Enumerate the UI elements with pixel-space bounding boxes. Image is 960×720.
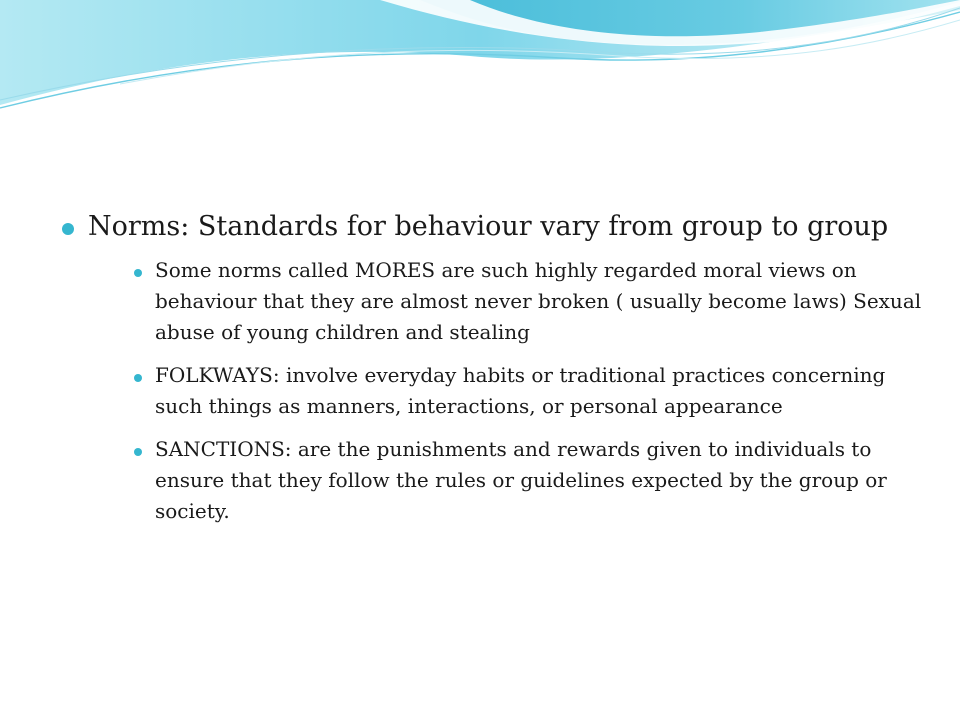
- sub-bullet-sanctions: [128, 434, 925, 527]
- slide-content: [62, 208, 922, 539]
- header-wave-decoration: [0, 0, 960, 110]
- sub-bullet-folkways: [128, 360, 925, 422]
- sub-bullet-text: SANCTIONS: are the punishments and rewards given to individuals to ensure that they follow the rules or guidelines expected by the group or society.: [155, 437, 887, 523]
- sub-bullet-mores: [128, 255, 925, 348]
- bullet-dot-icon: [62, 223, 74, 235]
- sub-bullet-dot-icon: [134, 269, 142, 277]
- main-bullet-text: Norms: Standards for behaviour vary from group to group: [88, 211, 889, 242]
- sub-bullet-text: FOLKWAYS: involve everyday habits or traditional practices concerning such things as manners, interactions, or personal appearance: [155, 363, 886, 418]
- sub-bullet-dot-icon: [134, 374, 142, 382]
- main-bullet-norms: [62, 208, 922, 245]
- sub-bullet-list: [62, 255, 922, 527]
- sub-bullet-dot-icon: [134, 448, 142, 456]
- sub-bullet-text: Some norms called MORES are such highly regarded moral views on behaviour that they are almost never broken ( usually become laws) Sexual abuse of young children and stealing: [155, 258, 922, 344]
